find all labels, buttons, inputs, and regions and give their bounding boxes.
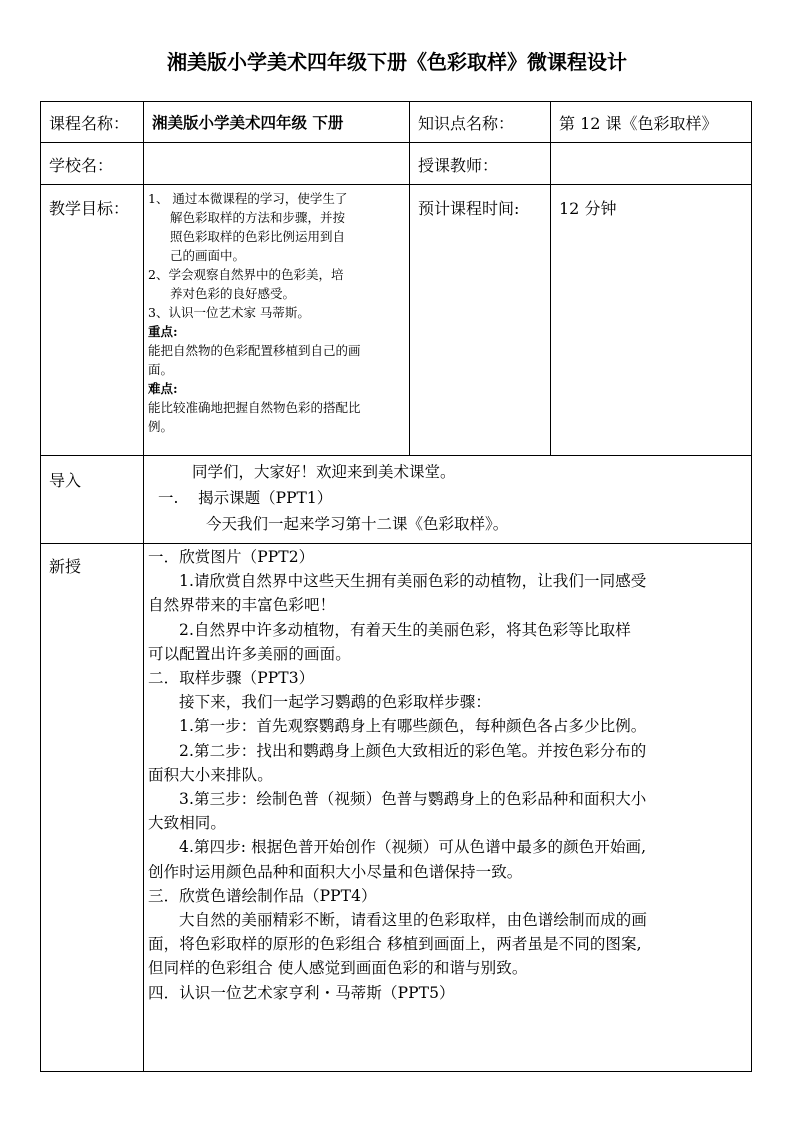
lesson-plan-table [40, 101, 752, 1072]
intro-label: 导入 [41, 456, 144, 544]
paragraph-line: 大自然的美丽精彩不断，请看这里的色彩取样，由色谱绘制而成的画 [179, 911, 648, 930]
intro-line: 今天我们一起来学习第十二课《色彩取样》。 [206, 515, 509, 533]
goal-line: 养对色彩的良好感受。 [170, 286, 296, 301]
paragraph-line: 自然界带来的丰富色彩吧！ [148, 596, 336, 615]
goal-line: 己的画面中。 [170, 248, 246, 263]
paragraph-line: 面积大小来排队。 [148, 765, 273, 784]
goal-line: 3、认识一位艺术家 马蒂斯。 [148, 305, 310, 320]
paragraph-line: 2.第二步：找出和鹦鹉身上颜色大致相近的彩色笔。并按色彩分布的 [179, 741, 647, 760]
row-goals [41, 185, 752, 456]
intro-content [144, 456, 752, 544]
school-value [144, 143, 410, 185]
goal-line: 能把自然物的色彩配置移植到自己的画 [148, 343, 361, 358]
goal-line: 解色彩取样的方法和步骤，并按 [170, 210, 346, 225]
paragraph-line: 4.第四步: 根据色普开始创作（视频）可从色谱中最多的颜色开始画, [179, 838, 647, 857]
intro-line: 一. 揭示课题（PPT1） [158, 489, 333, 507]
goals-label: 教学目标： [41, 185, 144, 456]
knowledge-point-value: 第 12 课《色彩取样》 [551, 102, 752, 143]
time-value: 12 分钟 [551, 185, 752, 456]
paragraph-line: 1.请欣赏自然界中这些天生拥有美丽色彩的动植物，让我们一同感受 [179, 572, 647, 591]
paragraph-line: 2.自然界中许多动植物，有着天生的美丽色彩，将其色彩等比取样 [179, 620, 631, 639]
goal-line: 能比较准确地把握自然物色彩的搭配比 [148, 400, 361, 415]
goal-line: 1、 通过本微课程的学习，使学生了 [148, 191, 348, 206]
section-heading: 二．取样步骤（PPT3） [148, 669, 315, 688]
goal-line: 例。 [148, 419, 174, 434]
knowledge-point-label: 知识点名称： [410, 102, 551, 143]
paragraph-line: 1.第一步：首先观察鹦鹉身上有哪些颜色，每种颜色各占多少比例。 [179, 717, 647, 736]
goals-content [144, 185, 410, 456]
difficulty-heading: 难点: [148, 381, 178, 396]
paragraph-line: 大致相同。 [148, 814, 227, 833]
goal-line: 照色彩取样的色彩比例运用到自 [170, 229, 346, 244]
row-course-name [41, 102, 752, 143]
course-name-label: 课程名称： [41, 102, 144, 143]
teacher-label: 授课教师： [410, 143, 551, 185]
new-content [144, 544, 752, 1072]
goal-line: 2、学会观察自然界中的色彩美，培 [148, 267, 344, 282]
paragraph-line: 创作时运用颜色品种和面积大小尽量和色谱保持一致。 [148, 862, 523, 881]
document-title: 湘美版小学美术四年级下册《色彩取样》微课程设计 [167, 50, 627, 74]
paragraph-line: 3.第三步：绘制色普（视频）色普与鹦鹉身上的色彩品种和面积大小 [179, 790, 647, 809]
new-label: 新授 [41, 544, 144, 1072]
teacher-value [551, 143, 752, 185]
time-label: 预计课程时间: [410, 185, 551, 456]
row-school [41, 143, 752, 185]
goal-line: 面。 [148, 362, 174, 377]
paragraph-line: 可以配置出许多美丽的画面。 [148, 644, 351, 663]
key-point-heading: 重点: [148, 324, 178, 339]
section-heading: 四．认识一位艺术家亨利・马蒂斯（PPT5） [148, 983, 455, 1002]
row-intro [41, 456, 752, 544]
school-label: 学校名： [41, 143, 144, 185]
row-new-teaching [41, 544, 752, 1072]
paragraph-line: 但同样的色彩组合 使人感觉到画面色彩的和谐与别致。 [148, 959, 528, 978]
intro-line: 同学们，大家好！欢迎来到美术课堂。 [192, 463, 456, 481]
paragraph-line: 接下来，我们一起学习鹦鹉的色彩取样步骤： [179, 693, 492, 712]
course-name-value: 湘美版小学美术四年级 下册 [144, 102, 410, 143]
section-heading: 一．欣赏图片（PPT2） [148, 548, 315, 566]
paragraph-line: 面，将色彩取样的原形的色彩组合 移植到画面上，两者虽是不同的图案, [148, 935, 642, 954]
section-heading: 三．欣赏色谱绘制作品（PPT4） [148, 886, 377, 905]
